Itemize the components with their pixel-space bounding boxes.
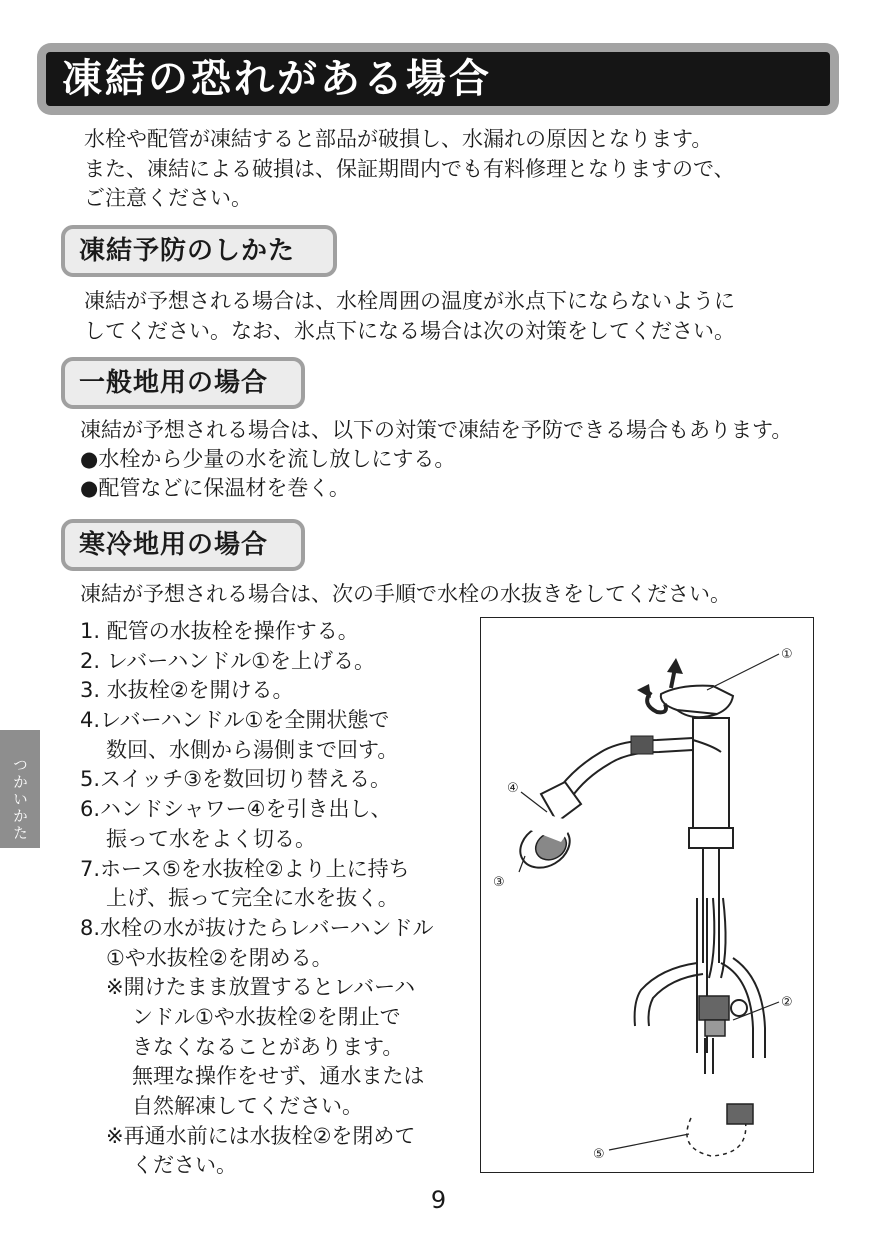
cold-lead: 凍結が予想される場合は、次の手順で水栓の水抜きをしてください。 [80,582,731,606]
note-line: 無理な操作をせず、通水または [132,1064,425,1089]
note-line: ください。 [132,1153,237,1178]
note-line: 自然解凍してください。 [132,1094,363,1118]
step-line: 4.レバーハンドル①を全開状態で [80,708,390,733]
section-heading-prevention: 凍結予防のしかた [61,225,337,277]
intro-line: ご注意ください。 [84,186,252,210]
step-line: 上げ、振って完全に水を抜く。 [106,886,399,911]
lever-handle [661,686,733,714]
prevention-line: してください。なお、氷点下になる場合は次の対策をしてください。 [84,318,735,343]
general-line: ●水栓から少量の水を流し放しにする。 [80,447,456,471]
step-line: 5.スイッチ③を数回切り替える。 [80,767,392,792]
note-line: ※再通水前には水抜栓②を閉めて [106,1123,416,1148]
general-text [80,416,792,503]
step-line: ①や水抜栓②を閉める。 [106,945,333,970]
step-line: 1. 配管の水抜栓を操作する。 [80,619,359,643]
step-line: 7.ホース⑤を水抜栓②より上に持ち [80,856,410,881]
prevention-line: 凍結が予想される場合は、水栓周囲の温度が氷点下にならないように [84,289,735,313]
note-line: ンドル①や水抜栓②を閉止で [132,1004,401,1029]
general-line: ●配管などに保温材を巻く。 [80,476,350,500]
callout-4: ④ [507,781,519,796]
step-line: 6.ハンドシャワー④を引き出し、 [80,797,392,822]
page-number: 9 [430,1186,447,1214]
step-line: 数回、水側から湯側まで回す。 [106,737,399,762]
callout-5: ⑤ [593,1147,605,1162]
faucet-illustration [480,617,814,1173]
step-line: 振って水をよく切る。 [106,826,316,851]
faucet-body [693,718,729,828]
intro-line: また、凍結による破損は、保証期間内でも有料修理となりますので、 [84,156,735,181]
callout-2: ② [781,995,793,1010]
intro-text [84,125,735,214]
note-line: きなくなることがあります。 [132,1034,404,1059]
drain-valve [699,996,729,1020]
page-title: 凍結の恐れがある場合 [46,52,830,106]
callout-1: ① [781,647,793,662]
general-line: 凍結が予想される場合は、以下の対策で凍結を予防できる場合もあります。 [80,418,793,442]
step-line: 2. レバーハンドル①を上げる。 [80,648,376,673]
note-line: ※開けたまま放置するとレバーハ [106,975,416,1000]
step-line: 8.水栓の水が抜けたらレバーハンドル [80,915,434,940]
section-heading-cold: 寒冷地用の場合 [61,519,305,571]
prevention-text [84,287,735,346]
intro-line: 水栓や配管が凍結すると部品が破損し、水漏れの原因となります。 [84,127,713,151]
drain-steps [80,617,434,1181]
callout-3: ③ [493,875,505,890]
step-line: 3. 水抜栓②を開ける。 [80,678,294,703]
faucet-drawing [481,618,812,1171]
section-heading-general: 一般地用の場合 [61,357,305,409]
side-index-tab: つかいかた [0,730,40,848]
